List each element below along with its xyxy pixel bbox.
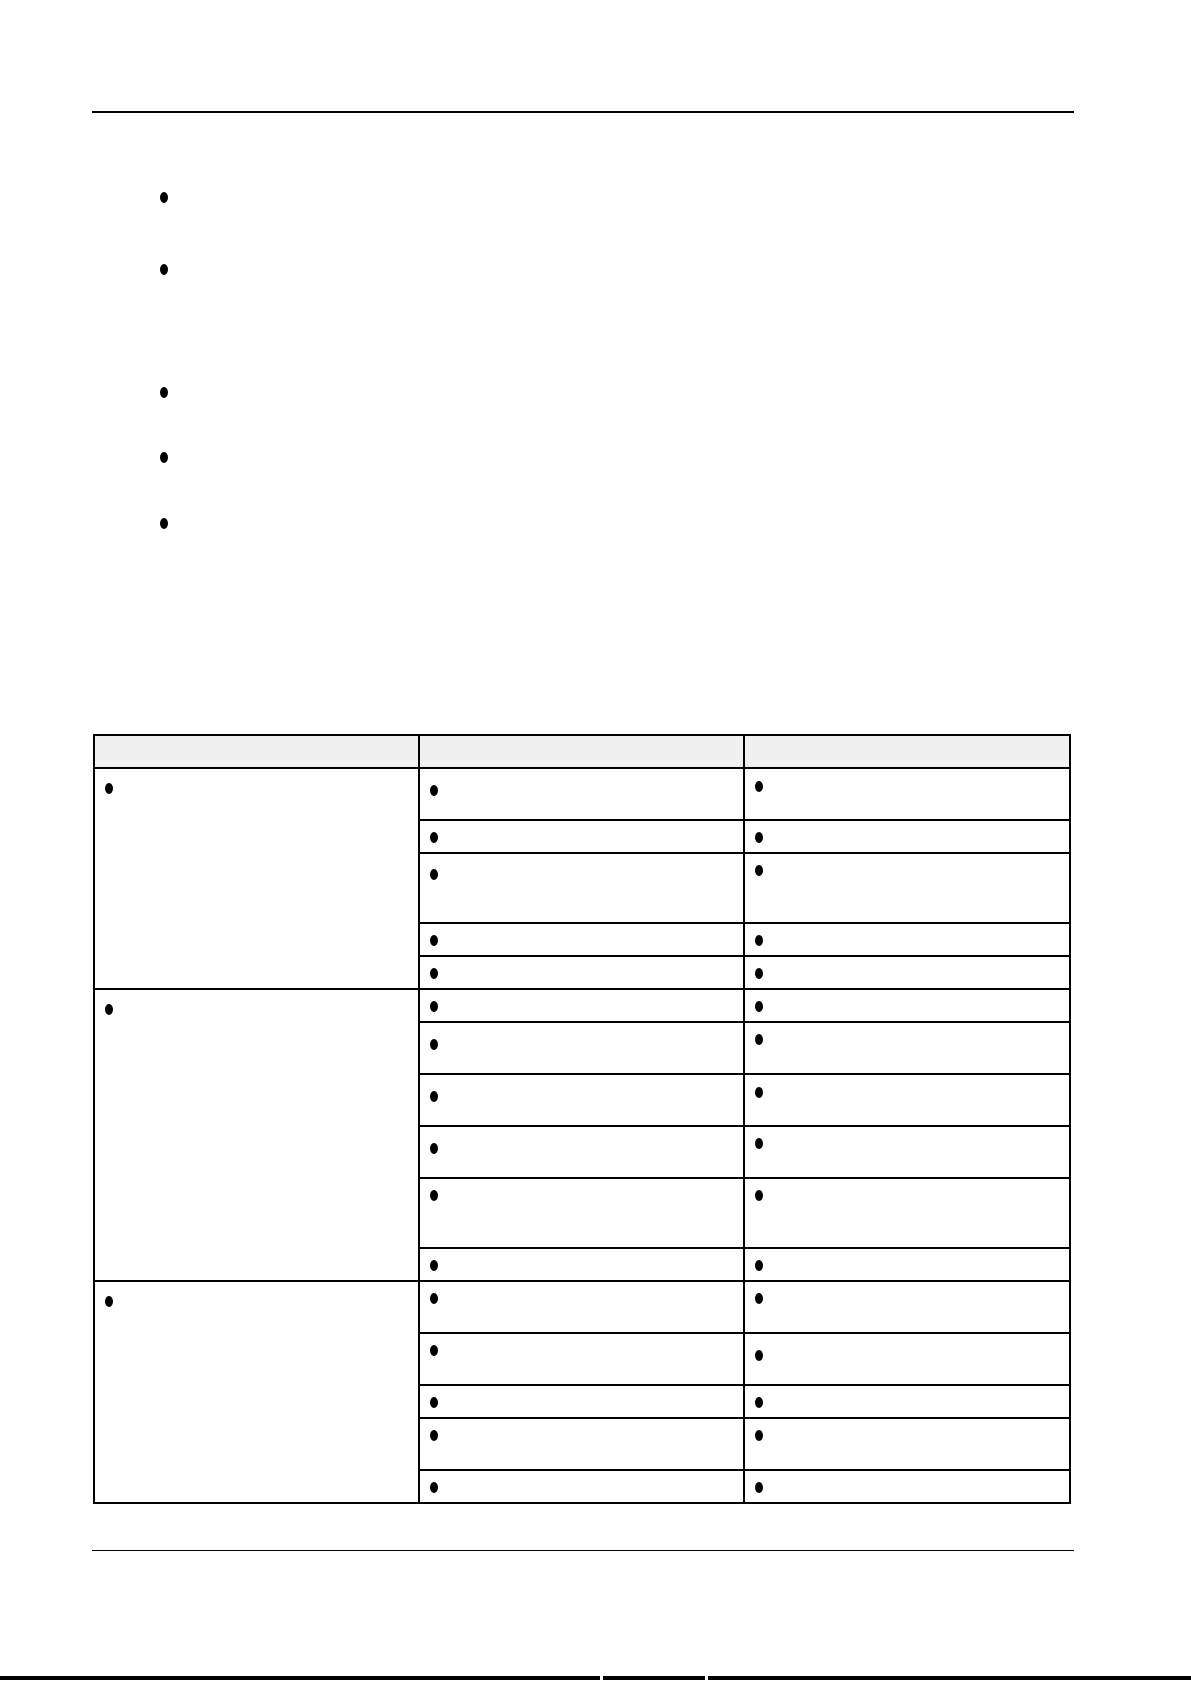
table-cell — [419, 1385, 744, 1418]
table-cell — [744, 1470, 1070, 1503]
table-cell — [419, 1248, 744, 1281]
table-cell — [744, 956, 1070, 989]
table-cell — [419, 1281, 744, 1333]
table-cell — [744, 1418, 1070, 1470]
bullet-dot-icon — [755, 1430, 763, 1441]
bullet-dot-icon — [160, 264, 168, 275]
table-cell — [419, 1126, 744, 1178]
header-rule — [92, 111, 1074, 113]
bullet-dot-icon — [430, 869, 438, 880]
table-header-cell — [94, 735, 419, 768]
bullet-dot-icon — [430, 1345, 438, 1356]
bullet-dot-icon — [755, 1350, 763, 1361]
bullet-dot-icon — [430, 785, 438, 796]
table-cell — [419, 989, 744, 1022]
bullet-dot-icon — [430, 1039, 438, 1050]
bullet-dot-icon — [755, 935, 763, 946]
table-cell — [744, 853, 1070, 923]
table-cell — [744, 820, 1070, 853]
data-table — [93, 734, 1071, 1504]
bullet-dot-icon — [430, 1397, 438, 1408]
table-header-cell — [744, 735, 1070, 768]
bullet-dot-icon — [430, 1091, 438, 1102]
bullet-dot-icon — [430, 1001, 438, 1012]
bullet-dot-icon — [430, 832, 438, 843]
table-cell — [419, 1022, 744, 1074]
bullet-dot-icon — [755, 1001, 763, 1012]
table-cell — [744, 768, 1070, 820]
group-cell — [94, 768, 419, 989]
table-header-cell — [419, 735, 744, 768]
bullet-dot-icon — [755, 1138, 763, 1149]
table-cell — [419, 1418, 744, 1470]
table-cell — [744, 1074, 1070, 1126]
bullet-dot-icon — [755, 1260, 763, 1271]
table-cell — [419, 923, 744, 956]
table-cell — [744, 1385, 1070, 1418]
table-cell — [419, 1178, 744, 1248]
table-cell — [419, 853, 744, 923]
bullet-dot-icon — [755, 781, 763, 792]
bullet-dot-icon — [105, 1004, 113, 1015]
table-cell — [419, 1074, 744, 1126]
group-cell — [94, 989, 419, 1281]
table-cell — [744, 1248, 1070, 1281]
table-row — [94, 768, 1070, 820]
bullet-dot-icon — [430, 1260, 438, 1271]
bullet-dot-icon — [430, 968, 438, 979]
bullet-dot-icon — [160, 518, 168, 529]
bullet-dot-icon — [755, 832, 763, 843]
bullet-dot-icon — [430, 1482, 438, 1493]
bullet-dot-icon — [105, 1296, 113, 1307]
bullet-dot-icon — [755, 1293, 763, 1304]
group-cell — [94, 1281, 419, 1503]
table-cell — [744, 1178, 1070, 1248]
bullet-dot-icon — [430, 1190, 438, 1201]
bullet-dot-icon — [755, 968, 763, 979]
bullet-dot-icon — [105, 783, 113, 794]
table-cell — [419, 768, 744, 820]
footer-rule — [92, 1550, 1074, 1551]
table-cell — [419, 1333, 744, 1385]
bullet-dot-icon — [430, 1143, 438, 1154]
table-cell — [744, 989, 1070, 1022]
bullet-dot-icon — [755, 1190, 763, 1201]
table-row — [94, 1281, 1070, 1333]
bullet-dot-icon — [430, 1293, 438, 1304]
bullet-dot-icon — [755, 1087, 763, 1098]
table-header-row — [94, 735, 1070, 768]
table-cell — [744, 1333, 1070, 1385]
table-cell — [744, 1281, 1070, 1333]
bullet-dot-icon — [160, 192, 168, 203]
bullet-dot-icon — [755, 1034, 763, 1045]
bullet-dot-icon — [430, 1430, 438, 1441]
bullet-dot-icon — [755, 865, 763, 876]
table-cell — [744, 923, 1070, 956]
table-cell — [419, 1470, 744, 1503]
table-cell — [744, 1126, 1070, 1178]
bullet-dot-icon — [430, 935, 438, 946]
table-row — [94, 989, 1070, 1022]
table-cell — [419, 820, 744, 853]
table-cell — [419, 956, 744, 989]
bullet-dot-icon — [160, 452, 168, 463]
bullet-dot-icon — [755, 1482, 763, 1493]
bullet-dot-icon — [160, 387, 168, 398]
footer-bar — [0, 1676, 1191, 1680]
bullet-dot-icon — [755, 1397, 763, 1408]
table-cell — [744, 1022, 1070, 1074]
